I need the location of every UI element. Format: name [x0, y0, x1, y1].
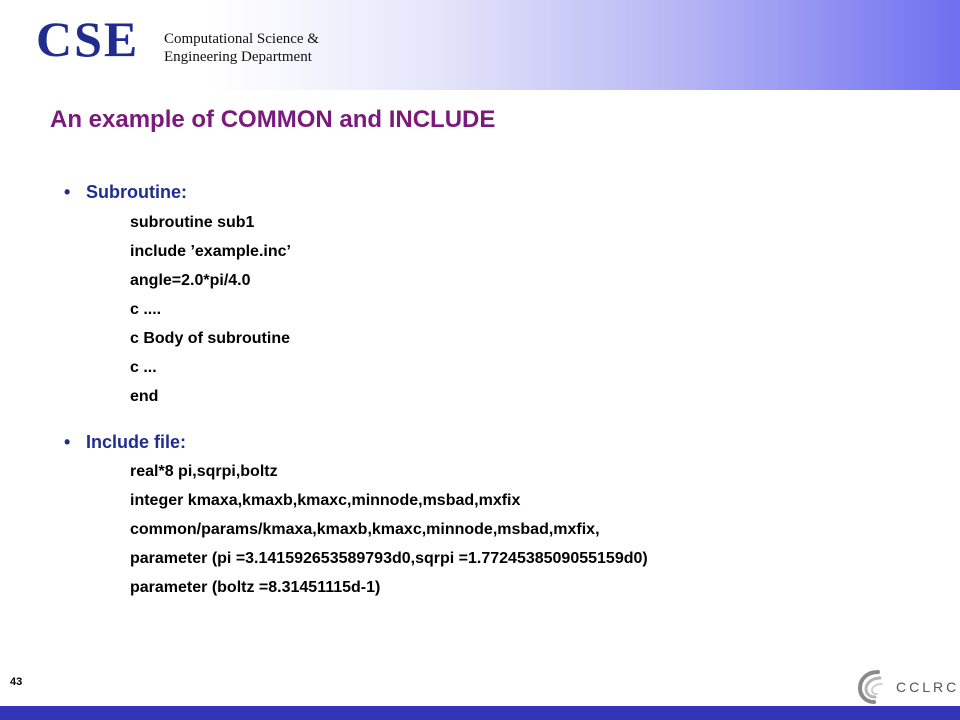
code-line: angle=2.0*pi/4.0 [130, 272, 251, 289]
department-line-2: Engineering Department [164, 49, 312, 65]
department-name [164, 30, 319, 66]
bullet-label: Subroutine: [86, 182, 187, 202]
bullet-icon: • [64, 182, 71, 202]
code-line: real*8 pi,sqrpi,boltz [130, 463, 278, 480]
cclrc-swirl-icon [856, 666, 892, 706]
code-line: c .... [130, 301, 162, 318]
cse-logo: CSE [36, 11, 140, 67]
code-line: c Body of subroutine [130, 330, 290, 347]
footer-bar [0, 706, 960, 720]
slide-header [0, 0, 960, 90]
code-line: end [130, 388, 159, 405]
code-line: parameter (pi =3.141592653589793d0,sqrpi =1.7724538509055159d0) [130, 550, 648, 567]
subroutine-code-block [130, 208, 291, 411]
cclrc-logo [856, 666, 960, 706]
bullet-icon: • [64, 432, 71, 452]
page-number: 43 [10, 676, 23, 688]
cclrc-logo-text: CCLRC [896, 679, 960, 695]
include-file-code-block [130, 457, 648, 602]
department-line-1: Computational Science & [164, 31, 319, 47]
code-line: common/params/kmaxa,kmaxb,kmaxc,minnode,msbad,mxfix, [130, 521, 600, 538]
bullet-label: Include file: [86, 432, 187, 452]
code-line: parameter (boltz =8.31451115d-1) [130, 579, 381, 596]
slide-title: An example of COMMON and INCLUDE [50, 106, 496, 133]
code-line: include ’example.inc’ [130, 243, 291, 260]
code-line: subroutine sub1 [130, 214, 255, 231]
code-line: c ... [130, 359, 157, 376]
code-line: integer kmaxa,kmaxb,kmaxc,minnode,msbad,mxfix [130, 492, 521, 509]
